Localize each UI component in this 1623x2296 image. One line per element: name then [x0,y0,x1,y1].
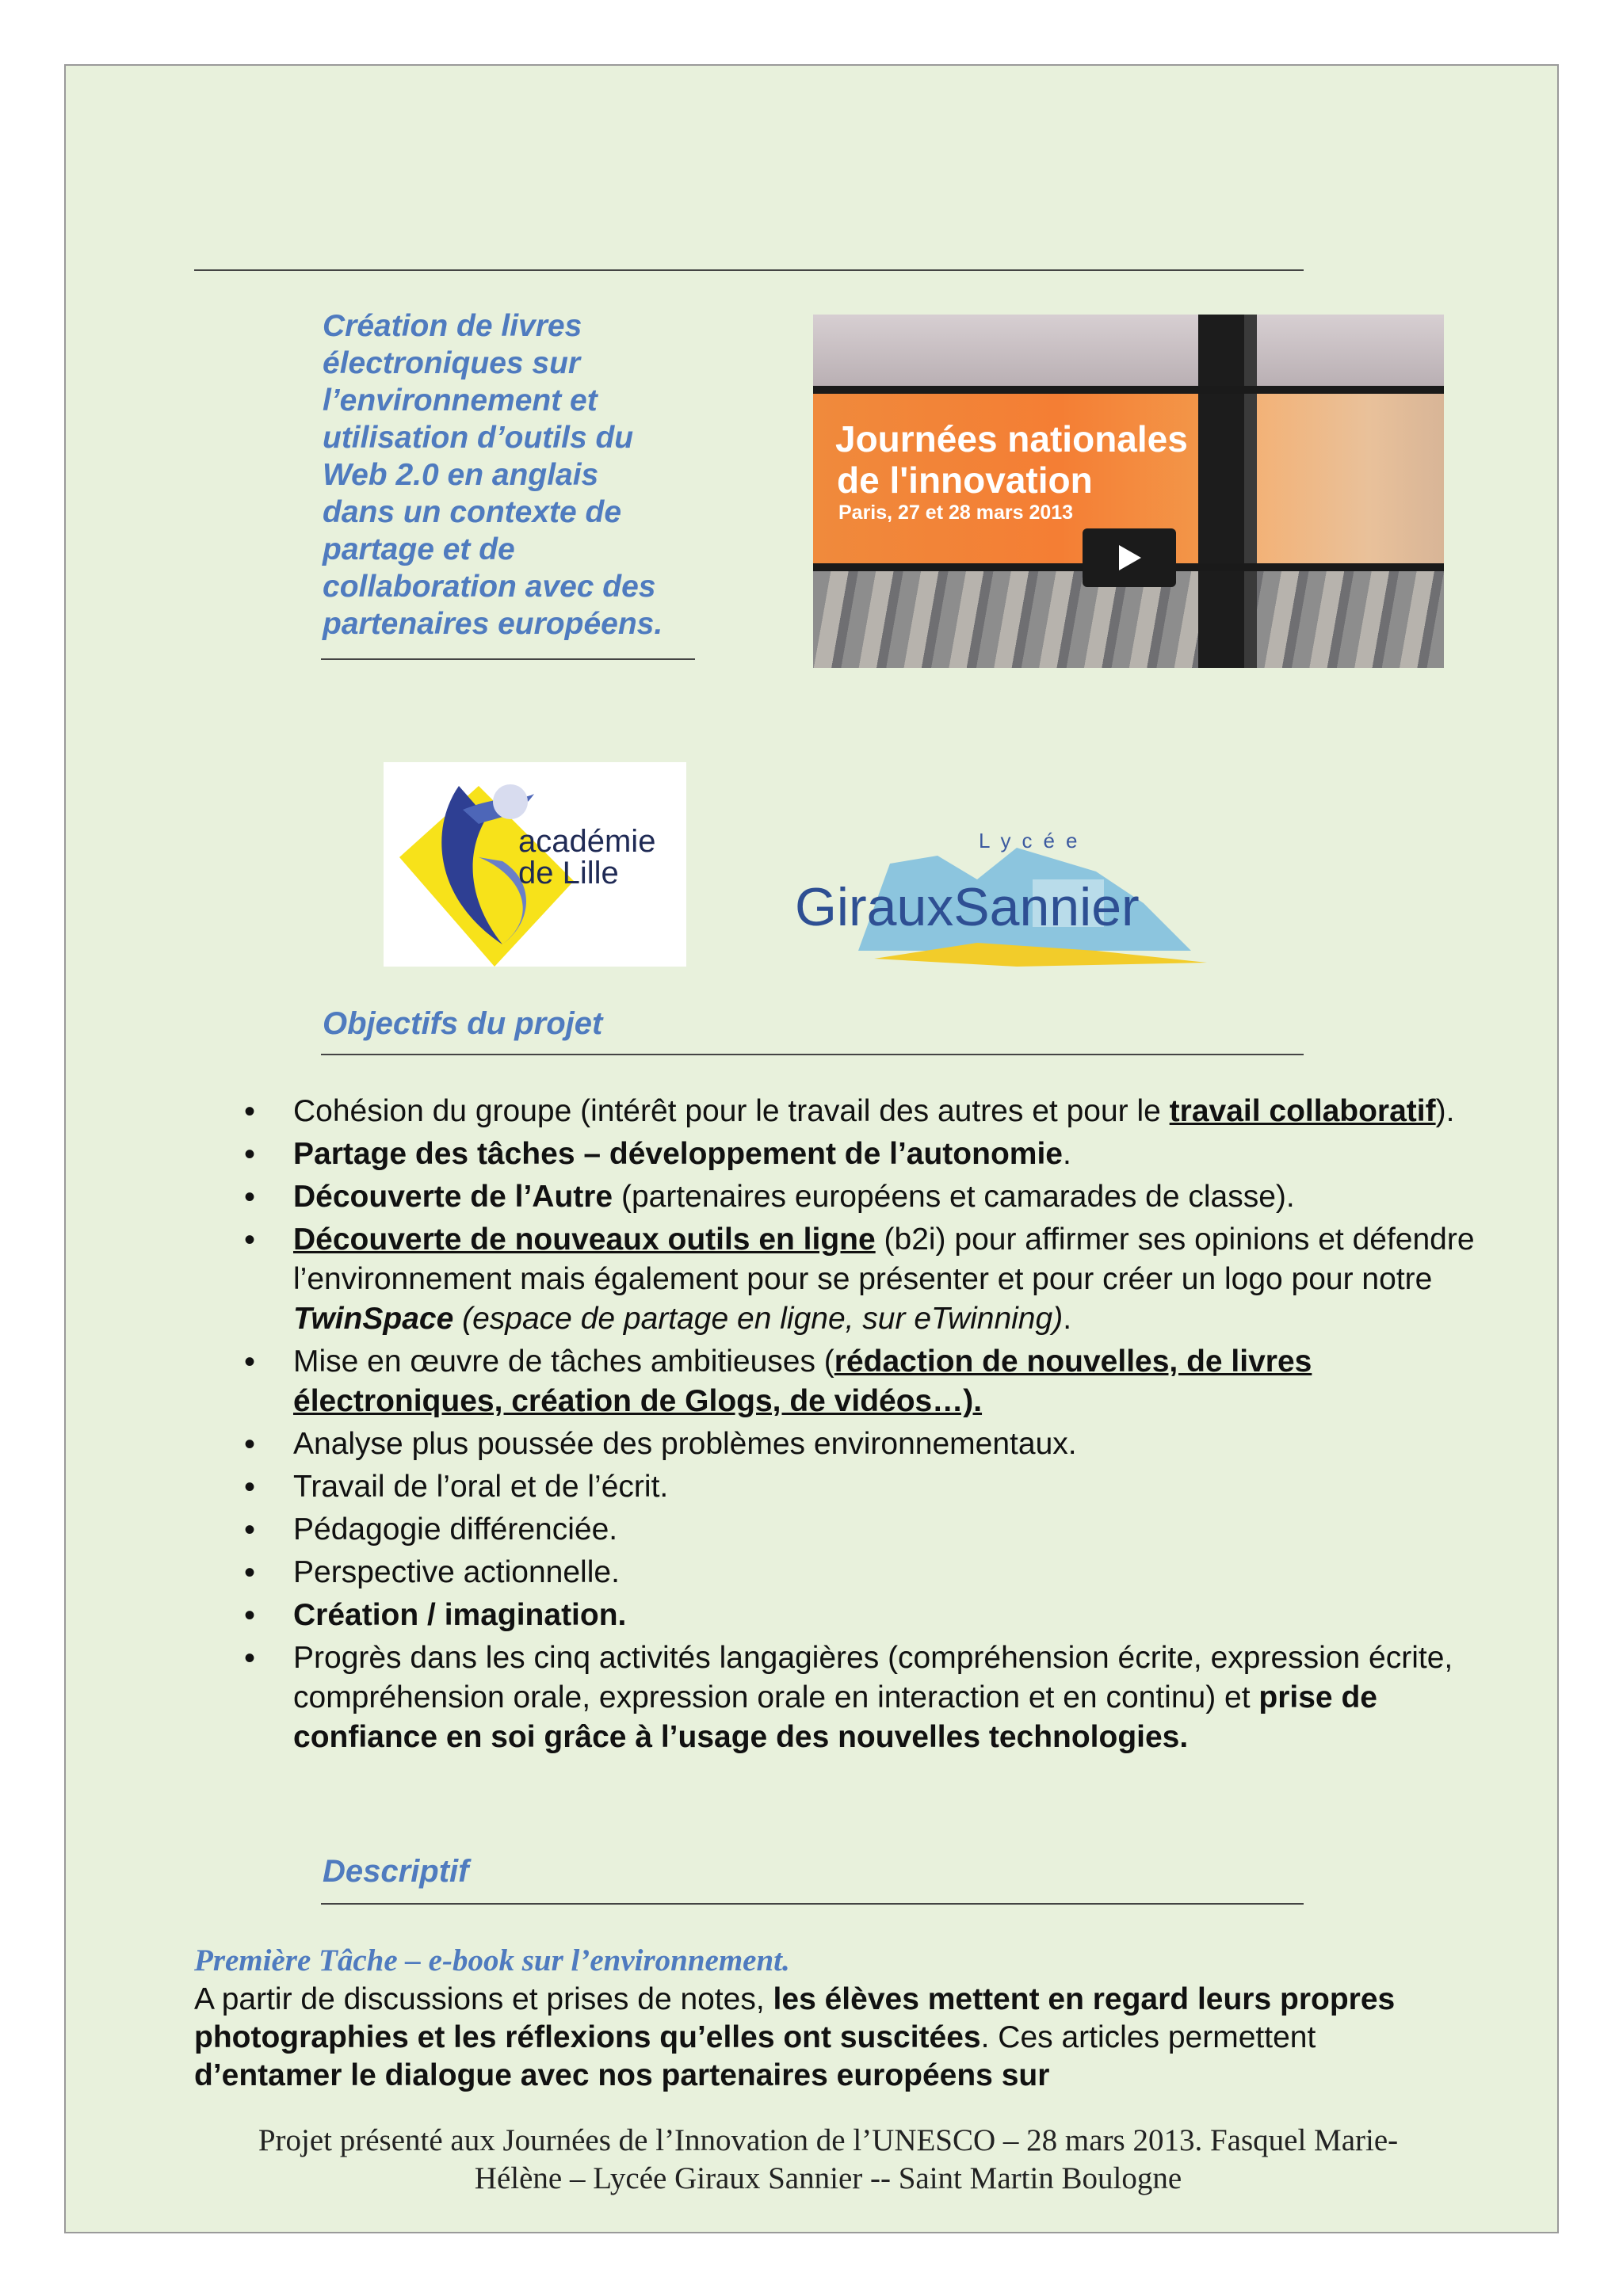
footer-line2: Hélène – Lycée Giraux Sannier -- Saint Martin Boulogne [474,2161,1182,2195]
list-item: • Pédagogie différenciée. [293,1510,1514,1550]
video-panel [1257,391,1444,565]
lycee-small-label: Lycée [979,829,1089,852]
list-item: • Progrès dans les cinq activités langagières (compréhension écrite, expression écrite, compréhension orale, expression orale en interaction et en continu) et prise de confiance en soi grâce à l’usage des nouvelles technologies. [293,1638,1514,1757]
title-line: Création de livres [323,309,582,343]
objectifs-divider [321,1054,1304,1055]
title-line: dans un contexte de [323,495,622,529]
descriptif-divider [321,1903,1304,1905]
lycee-giraux-sannier-logo [795,824,1239,967]
title-line: l’environnement et [323,383,598,418]
title-line: utilisation d’outils du [323,421,634,455]
title-line: collaboration avec des [323,570,656,604]
title-line: électroniques sur [323,346,581,380]
task-title: Première Tâche – e-book sur l’environnement. [194,1943,790,1978]
top-divider [194,269,1304,271]
play-button[interactable] [1083,528,1176,587]
video-window-frame [813,386,1444,394]
title-line: partenaires européens. [323,607,663,641]
list-item: • Analyse plus poussée des problèmes environnementaux. [293,1425,1514,1464]
list-item: • Perspective actionnelle. [293,1553,1514,1592]
video-window-frame [1198,315,1246,668]
title-line: partage et de [323,532,515,566]
video-title-line2: de l'innovation [837,460,1093,501]
descriptif-paragraph: A partir de discussions et prises de notes, les élèves mettent en regard leurs propres photographies et les réflexions qu’elles ont suscitées. Ces articles permettent d’entamer le dialogue avec nos partenaires européens sur [194,1982,1396,2092]
list-item: • Découverte de nouveaux outils en ligne (b2i) pour affirmer ses opinions et défendre l’environnement mais également pour se présenter et pour créer un logo pour notre TwinSpace (espace de partage en ligne, sur eTwinning). [293,1220,1514,1339]
academie-logo-text [518,826,655,889]
list-item: • Création / imagination. [293,1596,1514,1635]
list-item: • Mise en œuvre de tâches ambitieuses (rédaction de nouvelles, de livres électroniques, création de Glogs, de vidéos…). [293,1342,1514,1421]
list-item: • Partage des tâches – développement de l’autonomie. [293,1135,1514,1174]
objectifs-list [238,1092,1514,1760]
video-sky [813,315,1444,390]
descriptif-heading: Descriptif [323,1854,469,1889]
list-item: • Cohésion du groupe (intérêt pour le travail des autres et pour le travail collaboratif). [293,1092,1514,1131]
page-footer [194,2122,1462,2198]
list-item: • Travail de l’oral et de l’écrit. [293,1467,1514,1507]
objectifs-heading: Objectifs du projet [323,1006,603,1041]
list-item: • Découverte de l’Autre (partenaires européens et camarades de classe). [293,1177,1514,1217]
project-title [323,307,703,643]
video-subtitle: Paris, 27 et 28 mars 2013 [838,502,1074,524]
footer-line1: Projet présenté aux Journées de l’Innovation de l’UNESCO – 28 mars 2013. Fasquel Marie- [258,2123,1399,2157]
title-line: Web 2.0 en anglais [323,458,599,492]
academie-line1: académie [518,824,656,859]
lycee-name: GirauxSannier [795,877,1140,937]
video-title-line1: Journées nationales [835,418,1188,460]
academie-de-lille-logo [384,762,686,967]
title-underline [321,658,695,660]
video-thumbnail[interactable] [813,315,1444,668]
video-window-frame [1244,315,1257,668]
play-icon [1116,543,1143,572]
academie-line2: de Lille [518,856,619,891]
